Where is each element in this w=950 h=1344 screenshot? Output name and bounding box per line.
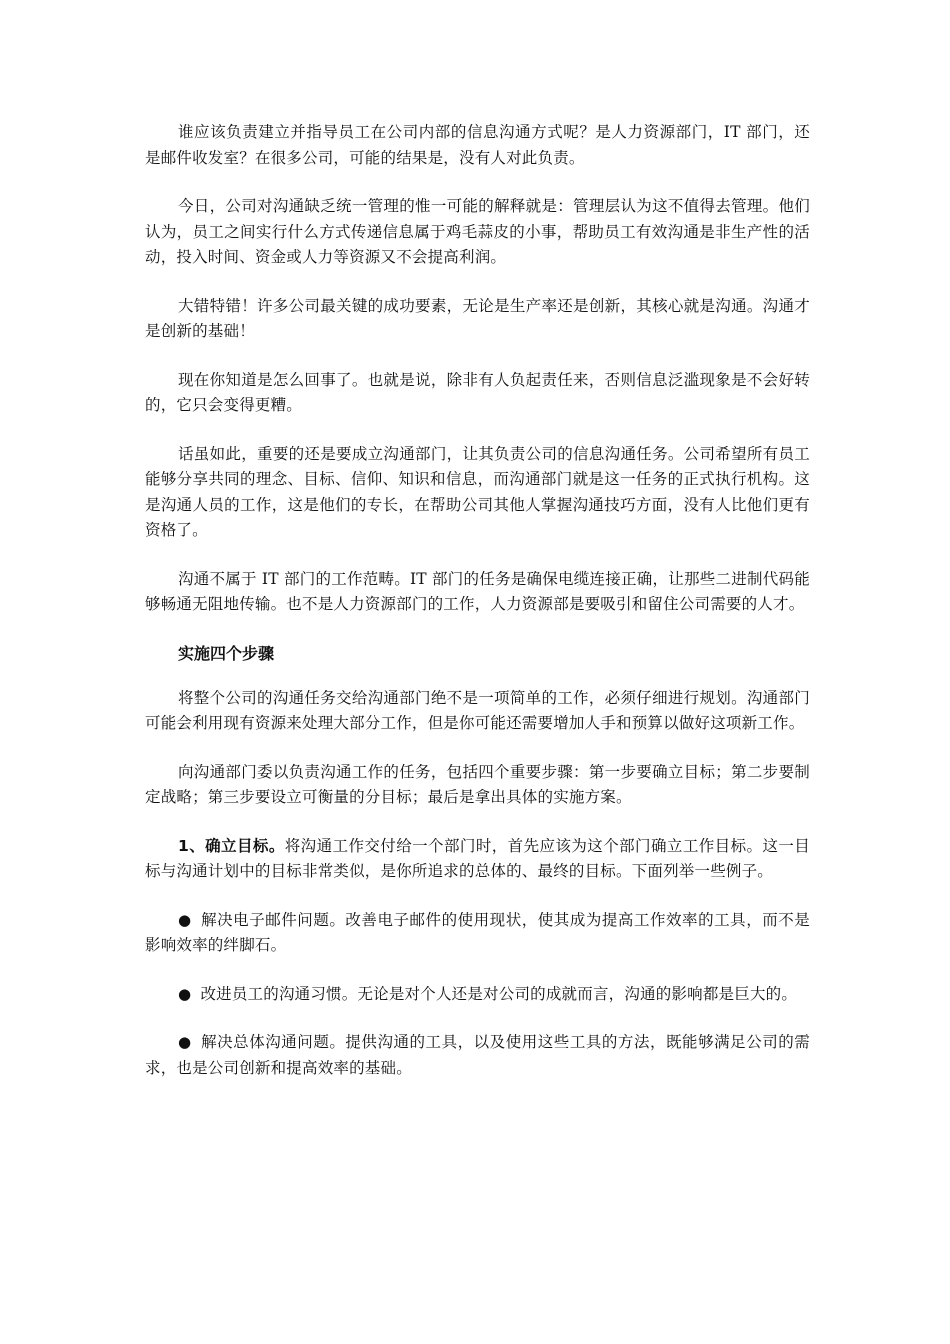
bullet-text: 解决电子邮件问题。改善电子邮件的使用现状，使其成为提高工作效率的工具，而不是影响效率的绊脚石。	[145, 910, 810, 954]
step-1-paragraph	[145, 834, 810, 885]
bullet-item-habits	[145, 982, 810, 1008]
paragraph-who-responsible: 谁应该负责建立并指导员工在公司内部的信息沟通方式呢？是人力资源部门，IT 部门，还是邮件收发室？在很多公司，可能的结果是，没有人对此负责。	[145, 123, 810, 167]
paragraph-section-intro: 将整个公司的沟通任务交给沟通部门绝不是一项简单的工作，必须仔细进行规划。沟通部门可能会利用现有资源来处理大部分工作，但是你可能还需要增加人手和预算以做好这项新工作。	[145, 688, 810, 732]
paragraph-four-steps: 向沟通部门委以负责沟通工作的任务，包括四个重要步骤：第一步要确立目标；第二步要制定战略；第三步要设立可衡量的分目标；最后是拿出具体的实施方案。	[145, 762, 810, 806]
step-1-lead: 1、确立目标。	[178, 836, 285, 855]
bullet-item-email	[145, 908, 810, 959]
paragraph-management-view: 今日，公司对沟通缺乏统一管理的惟一可能的解释就是：管理层认为这不值得去管理。他们认为，员工之间实行什么方式传递信息属于鸡毛蒜皮的小事，帮助员工有效沟通是非生产性的活动，投入时间、资金或人力等资源又不会提高利润。	[145, 197, 810, 266]
bullet-icon: ●	[178, 984, 192, 1003]
document-page	[145, 120, 810, 1104]
bullet-icon: ●	[178, 910, 192, 929]
paragraph-not-it-department: 沟通不属于 IT 部门的工作范畴。IT 部门的任务是确保电缆连接正确，让那些二进制代码能够畅通无阻地传输。也不是人力资源部门的工作，人力资源部是要吸引和留住公司需要的人才。	[145, 569, 810, 613]
paragraph-now-you-know: 现在你知道是怎么回事了。也就是说，除非有人负起责任来，否则信息泛滥现象是不会好转的，它只会变得更糟。	[145, 370, 810, 414]
step-1-text: 将沟通工作交付给一个部门时，首先应该为这个部门确立工作目标。这一目标与沟通计划中的目标非常类似，是你所追求的总体的、最终的目标。下面列举一些例子。	[145, 836, 810, 880]
section-heading: 实施四个步骤	[178, 643, 275, 663]
bullet-item-overall	[145, 1030, 810, 1081]
bullet-icon: ●	[178, 1033, 192, 1051]
bullet-text: 改进员工的沟通习惯。无论是对个人还是对公司的成就而言，沟通的影响都是巨大的。	[200, 984, 798, 1003]
paragraph-big-mistake: 大错特错！许多公司最关键的成功要素，无论是生产率还是创新，其核心就是沟通。沟通才是创新的基础！	[145, 296, 810, 340]
bullet-text: 解决总体沟通问题。提供沟通的工具，以及使用这些工具的方法，既能够满足公司的需求，也是公司创新和提高效率的基础。	[145, 1033, 810, 1077]
paragraph-communication-department: 话虽如此，重要的还是要成立沟通部门，让其负责公司的信息沟通任务。公司希望所有员工能够分享共同的理念、目标、信仰、知识和信息，而沟通部门就是这一任务的正式执行机构。这是沟通人员的工作，这是他们的专长，在帮助公司其他人掌握沟通技巧方面，没有人比他们更有资格了。	[145, 444, 810, 539]
